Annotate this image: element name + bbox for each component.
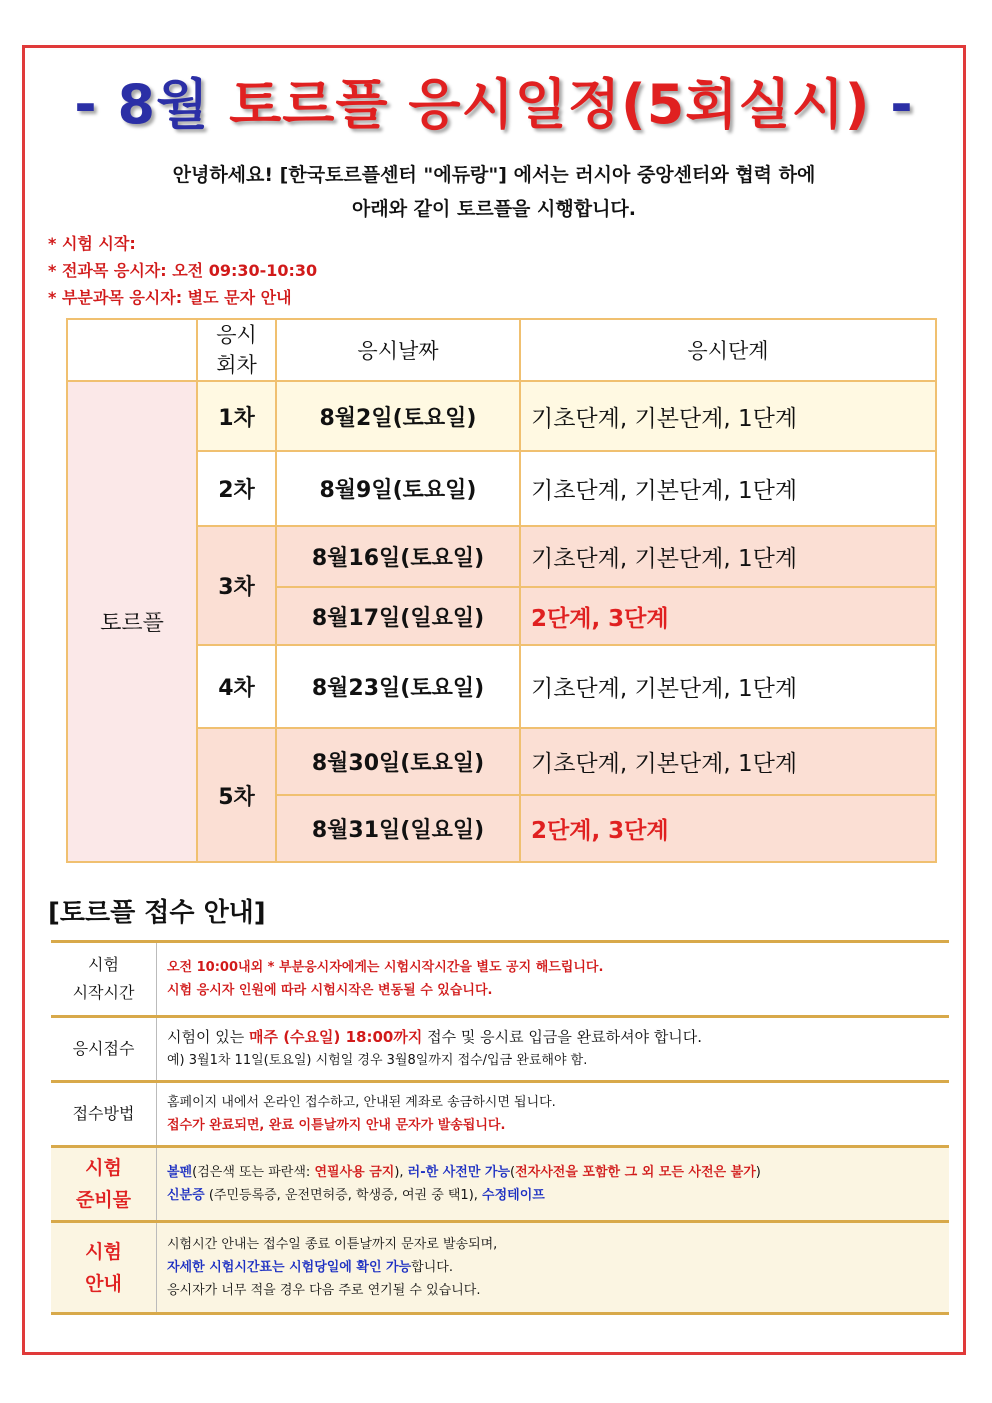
prep-text: ) [755, 1165, 761, 1180]
prep-text: ( [510, 1165, 516, 1180]
prep-dictionary: 러-한 사전만 가능 [407, 1165, 511, 1180]
header-blank [67, 319, 197, 381]
apply-line-2: 예) 3월1차 11일(토요일) 시험일 경우 3월8일까지 접수/입금 완료해야 함. [167, 1053, 588, 1068]
apply-line-1 [167, 1026, 939, 1049]
info-label-line: 안내 [85, 1272, 122, 1295]
level-cell: 2단계, 3단계 [520, 795, 936, 862]
note-item: * 전과목 응시자: 오전 09:30-10:30 [48, 261, 318, 280]
table-row [67, 451, 936, 526]
notice-text: 합니다. [411, 1260, 453, 1275]
notice-highlight: 자세한 시험시간표는 시험당일에 확인 가능 [167, 1260, 412, 1275]
header-level: 응시단계 [520, 319, 936, 381]
apply-text: 시험이 있는 [167, 1028, 249, 1046]
prep-id: 신분증 [167, 1188, 205, 1203]
level-cell: 기초단계, 기본단계, 1단계 [520, 381, 936, 451]
level-cell: 기초단계, 기본단계, 1단계 [520, 728, 936, 795]
header-round [197, 319, 276, 381]
round-cell: 5차 [197, 728, 276, 862]
table-row [67, 526, 936, 587]
prep-text: (주민등록증, 운전면허증, 학생증, 여권 중 택1), [204, 1188, 483, 1203]
prep-text: ), [394, 1165, 408, 1180]
prep-no-pencil: 연필사용 금지 [314, 1165, 395, 1180]
round-cell: 1차 [197, 381, 276, 451]
prep-correction-tape: 수정테이프 [482, 1188, 545, 1203]
date-cell: 8월23일(토요일) [276, 645, 520, 728]
notes-list [48, 230, 317, 311]
date-cell: 8월2일(토요일) [276, 381, 520, 451]
info-label-line: 시험 [88, 955, 119, 974]
info-value [157, 1222, 950, 1314]
info-label [51, 942, 157, 1017]
prep-line-1 [167, 1161, 939, 1184]
prep-text: (검은색 또는 파란색: [192, 1165, 315, 1180]
title-dash-right: - [890, 73, 914, 136]
info-row-apply [51, 1017, 949, 1082]
info-value [157, 1017, 950, 1082]
date-cell: 8월31일(일요일) [276, 795, 520, 862]
title-dash-left: - [74, 73, 98, 136]
section-title: [토르플 접수 안내] [48, 898, 266, 928]
info-row-prep [51, 1147, 949, 1222]
intro-line-2: 아래와 같이 토르플을 시행합니다. [351, 198, 637, 220]
round-cell: 4차 [197, 645, 276, 728]
info-row-method [51, 1082, 949, 1147]
round-cell: 2차 [197, 451, 276, 526]
apply-deadline: 매주 (수요일) 18:00까지 [249, 1028, 423, 1046]
method-line-1: 홈페이지 내에서 온라인 접수하고, 안내된 계좌로 송금하시면 됩니다. [167, 1095, 556, 1110]
prep-no-dictionary: 전자사전을 포함한 그 외 모든 사전은 불가 [515, 1165, 756, 1180]
schedule-header-row [67, 319, 936, 381]
level-cell: 기초단계, 기본단계, 1단계 [520, 645, 936, 728]
method-line-2: 접수가 완료되면, 완료 이튿날까지 안내 문자가 발송됩니다. [167, 1118, 506, 1133]
info-label [51, 1147, 157, 1222]
notice-line-3: 응시자가 너무 적을 경우 다음 주로 연기될 수 있습니다. [167, 1283, 481, 1298]
header-round-line2: 회차 [216, 353, 257, 377]
info-label [51, 1222, 157, 1314]
table-row [67, 381, 936, 451]
info-label: 응시접수 [51, 1017, 157, 1082]
info-label-line: 준비물 [75, 1189, 132, 1211]
date-cell: 8월9일(토요일) [276, 451, 520, 526]
table-row [67, 645, 936, 728]
info-label-line: 시험 [85, 1157, 122, 1179]
info-label: 접수방법 [51, 1082, 157, 1147]
schedule-table [66, 318, 937, 863]
table-row [67, 728, 936, 795]
header-round-line1: 응시 [216, 323, 257, 347]
info-label-line: 시험 [85, 1240, 122, 1263]
title-month: 8월 [117, 73, 210, 136]
note-item: * 시험 시작: [48, 234, 136, 253]
apply-text: 접수 및 응시료 입금을 완료하셔야 합니다. [422, 1028, 703, 1046]
date-cell: 8월30일(토요일) [276, 728, 520, 795]
info-value [157, 1147, 950, 1222]
exam-name-cell: 토르플 [67, 381, 197, 862]
intro-text [22, 158, 966, 226]
info-value [157, 1082, 950, 1147]
info-row-start-time [51, 942, 949, 1017]
level-cell: 기초단계, 기본단계, 1단계 [520, 451, 936, 526]
level-cell: 2단계, 3단계 [520, 587, 936, 645]
header-date: 응시날짜 [276, 319, 520, 381]
info-label-line: 시작시간 [72, 983, 135, 1002]
registration-info-table [51, 940, 949, 1315]
notice-line-1: 시험시간 안내는 접수일 종료 이튿날까지 문자로 발송되며, [167, 1237, 498, 1252]
date-cell: 8월17일(일요일) [276, 587, 520, 645]
prep-line-2 [167, 1184, 939, 1207]
title-text: 토르플 응시일정(5회실시) [229, 73, 871, 136]
notice-line-2 [167, 1256, 939, 1279]
note-item: * 부분과목 응시자: 별도 문자 안내 [48, 288, 292, 307]
info-value [157, 942, 950, 1017]
prep-pen: 볼펜 [167, 1165, 193, 1180]
start-time-line-1: 오전 10:00내외 * 부분응시자에게는 시험시작시간을 별도 공지 해드립니다. [167, 960, 604, 975]
info-row-notice [51, 1222, 949, 1314]
page-title [22, 62, 966, 139]
start-time-line-2: 시험 응시자 인원에 따라 시험시작은 변동될 수 있습니다. [167, 983, 493, 998]
level-cell: 기초단계, 기본단계, 1단계 [520, 526, 936, 587]
intro-line-1: 안녕하세요! [한국토르플센터 "에듀랑"] 에서는 러시아 중앙센터와 협력 하에 [172, 164, 816, 186]
date-cell: 8월16일(토요일) [276, 526, 520, 587]
round-cell: 3차 [197, 526, 276, 645]
